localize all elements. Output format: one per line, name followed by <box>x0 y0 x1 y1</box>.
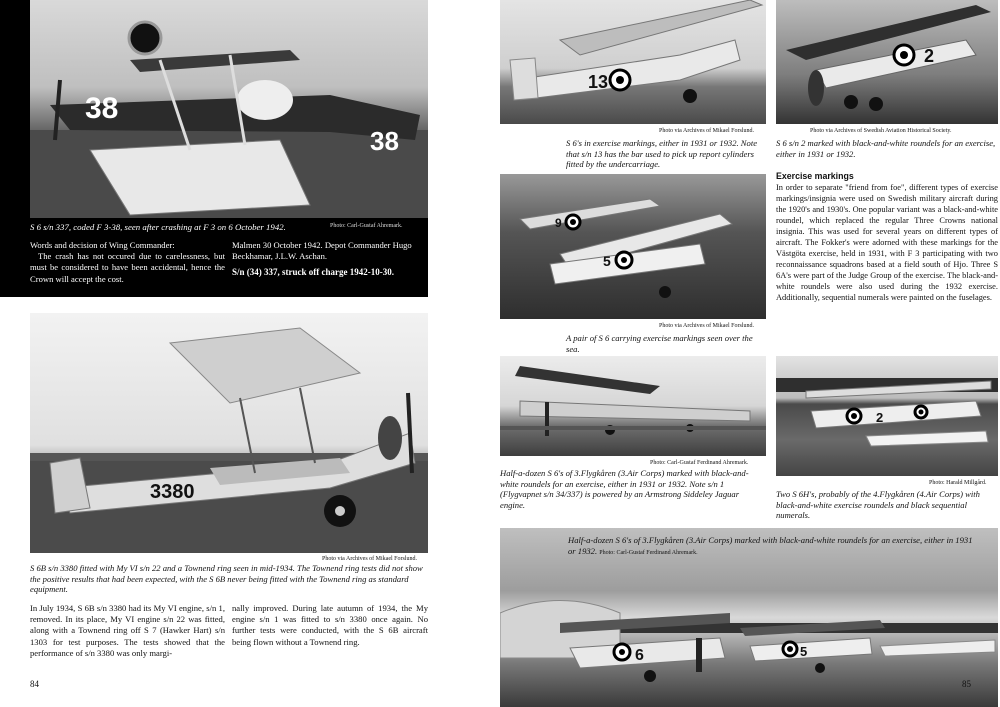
decision-col2 <box>232 240 428 279</box>
photo2-credit: Photo via Archives of Mikael Forslund. <box>322 556 417 562</box>
photo-e-credit: Photo: Harald Millgård. <box>929 480 987 486</box>
photo-two-s6h <box>776 356 998 476</box>
photo-e-caption: Two S 6H's, probably of the 4.Flygkåren (4.Air Corps) with black-and-white exercise roundels and black sequential numerals. <box>776 489 980 520</box>
photo1-credit: Photo: Carl-Gustaf Ahremark. <box>330 223 403 229</box>
exercise-section <box>776 171 998 303</box>
marking-6: 6 <box>635 647 644 664</box>
photo-f-credit: Photo: Carl-Gustaf Ferdinand Ahremark. <box>599 549 698 556</box>
marking-2-seaplane: 2 <box>876 410 884 425</box>
photo-a-credit: Photo via Archives of Mikael Forslund. <box>659 128 754 134</box>
photo-a-caption: S 6's in exercise markings, either in 1931 or 1932. Note that s/n 13 has the bar used to pick up report cylinders fitted by the undercarriage. <box>566 138 758 169</box>
decision-status: S/n (34) 337, struck off charge 1942-10-30. <box>232 267 394 278</box>
photo-s6b-3380 <box>30 313 428 553</box>
photo2-caption: S 6B s/n 3380 fitted with My VI s/n 22 and a Townend ring seen in mid-1934. The Townend ring tests did not show the positive results that had been expected, with the S 6B never being fitted with the Townend ring as standard equipment. <box>30 563 423 594</box>
photo-c-caption: A pair of S 6 carrying exercise markings seen over the sea. <box>566 333 753 354</box>
marking-5: 5 <box>603 253 611 269</box>
marking-2: 2 <box>924 46 935 66</box>
photo-s6-13 <box>500 0 766 124</box>
photo-d-credit: Photo: Carl-Gustaf Ferdinand Ahremark. <box>650 460 749 466</box>
exercise-text: In order to separate "friend from foe", different types of exercise markings/insignia were used on Swedish military aircraft during the 1920's and 1930's. One popular variant was a black-and-white roundel, which replaced the regular Three Crowns national insignia. This was used for several years on different types of aircraft. The Fokker's were adorned with these markings for the Västgöta exercise, held in 1931, with F 3 participating with two reconnaissance squadrons based at a field south of Hjo. Three S 6A's were part of the Judge Group of the exercise. The black-and-white roundels were also used during the 1932 exercise. Additionally, sequential numerals were painted on the fuselages. <box>776 183 998 303</box>
photo-pair-over-sea <box>500 174 766 319</box>
photo-f-caption-text: Half-a-dozen S 6's of 3.Flygkåren (3.Air Corps) marked with black-and-white roundels for an exercise, either in 1931 or 1932. <box>568 535 973 556</box>
photo-s6-2-flight <box>776 0 998 124</box>
photo-c-credit: Photo via Archives of Mikael Forslund. <box>659 323 754 329</box>
photo1-caption: S 6 s/n 337, coded F 3-38, seen after crashing at F 3 on 6 October 1942. <box>30 222 286 232</box>
decision-signoff: Malmen 30 October 1942. Depot Commander Hugo Beckhamar, J.L.W. Aschan. <box>232 240 412 262</box>
body-col2: nally improved. During late autumn of 1934, the My engine s/n 1 was fitted to s/n 3380 once again. No further tests were conducted, with the S 6B aircraft being flown without a Townend ring. <box>232 603 428 647</box>
photo-b-caption: S 6 s/n 2 marked with black-and-white roundels for an exercise, either in 1931 or 1932. <box>776 138 996 159</box>
marking-3380: 3380 <box>150 481 195 503</box>
decision-text: The crash has not occured due to carelessness, but must be considered to have been accidental, hence the Crown will accept the cost. <box>30 251 225 284</box>
marking-38-left: 38 <box>85 92 119 125</box>
marking-38-right: 38 <box>370 126 399 156</box>
body-col1: In July 1934, S 6B s/n 3380 had its My VI engine, s/n 1, removed. In its place, My VI engine s/n 22 was fitted, along with a Townend ring off S 7 (Hawker Hart) s/n 1303 for test purposes. The tests showed that the performance of s/n 3380 was only margi- <box>30 603 225 658</box>
photo-d-caption: Half-a-dozen S 6's of 3.Flygkåren (3.Air Corps) marked with black-and-white roundels for an exercise, either in 1931 or 1932. Note s/n 1 (Flygvapnet s/n 34/337) is powered by an Armstrong Siddeley Jaguar engine. <box>500 468 749 510</box>
photo-f-caption <box>568 535 978 558</box>
decision-heading: Words and decision of Wing Commander: <box>30 240 175 250</box>
page-number-left: 84 <box>30 679 39 689</box>
marking-9: 9 <box>555 216 562 230</box>
photo-half-dozen-line <box>500 356 766 456</box>
photo-crashed-s6 <box>30 0 428 218</box>
photo-b-credit: Photo via Archives of Swedish Aviation Historical Society. <box>810 128 952 134</box>
marking-5-hangar: 5 <box>800 644 808 659</box>
exercise-heading: Exercise markings <box>776 171 854 181</box>
decision-col1 <box>30 240 225 285</box>
marking-13: 13 <box>588 72 609 92</box>
page-number-right: 85 <box>962 679 971 689</box>
